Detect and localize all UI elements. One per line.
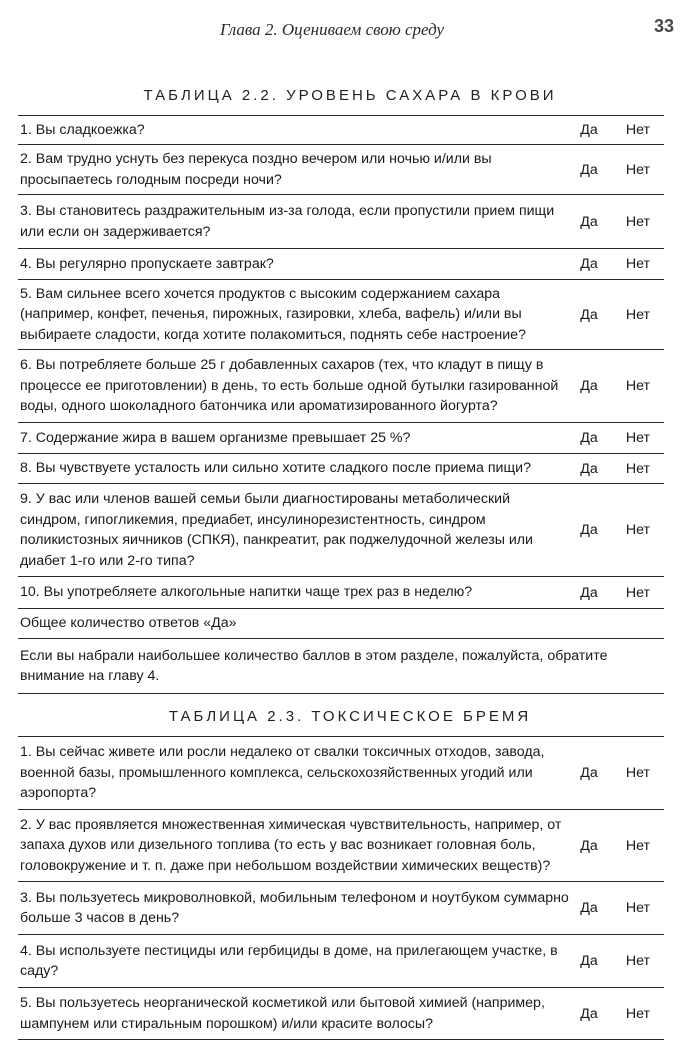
total-row (18, 609, 664, 639)
answer-no[interactable]: Нет (625, 900, 650, 916)
answer-yes[interactable]: Да (580, 430, 598, 446)
answer-yes[interactable]: Да (580, 900, 598, 916)
question-text: 8. Вы чувствуете усталость или сильно хотите сладкого после приема пищи? (20, 460, 531, 477)
answer-yes[interactable]: Да (580, 122, 598, 138)
answer-yes[interactable]: Да (580, 1005, 598, 1022)
table-row (18, 195, 664, 249)
table-row (18, 737, 664, 810)
answer-yes[interactable]: Да (580, 953, 598, 969)
table-row (18, 935, 664, 988)
question-text: 1. Вы сейчас живете или росли недалеко от свалки токсичных отходов, завода, военной базы, промышленного комплекса, сельскохозяйственных угодий или аэропорта? (20, 744, 545, 802)
answer-yes[interactable]: Да (580, 213, 598, 230)
question-text: 10. Вы употребляете алкогольные напитки чаще трех раз в неделю? (20, 584, 473, 601)
answer-no[interactable]: Нет (625, 1005, 650, 1022)
note-text: Если вы набрали наибольшее количество баллов в этом разделе, пожалуйста, обратите внимание на главу 4. (20, 647, 608, 684)
answer-no[interactable]: Нет (625, 378, 650, 394)
table-row (18, 454, 664, 484)
answer-yes[interactable]: Да (580, 837, 598, 854)
question-text: 7. Содержание жира в вашем организме превышает 25 %? (20, 429, 411, 446)
note-row (18, 639, 664, 694)
answer-no[interactable]: Нет (625, 460, 650, 477)
answer-no[interactable]: Нет (625, 306, 650, 323)
table-row (18, 145, 664, 195)
question-text: 3. Вы пользуетесь микроволновкой, мобильным телефоном и ноутбуком суммарно больше 3 часов в день? (20, 889, 569, 926)
answer-yes[interactable]: Да (580, 460, 598, 477)
table-2-2 (18, 115, 664, 694)
table-row (18, 116, 664, 145)
chapter-title: Глава 2. Оцениваем свою среду (220, 20, 445, 39)
table-2-3 (18, 736, 664, 1040)
answer-no[interactable]: Нет (625, 584, 650, 601)
answer-no[interactable]: Нет (625, 522, 650, 538)
answer-no[interactable]: Нет (625, 953, 650, 969)
question-text: 2. Вам трудно уснуть без перекуса поздно вечером или ночью и/или вы просыпаетесь голодным посреди ночи? (20, 151, 492, 188)
answer-yes[interactable]: Да (580, 522, 598, 538)
question-text: 9. У вас или членов вашей семьи были диагностированы метаболический синдром, гипогликемия, предиабет, инсулинорезистентность, синдром поликистозных яичников (СПКЯ), панкреатит, рак поджелудочной железы или диабет 1-го или 2-го типа? (20, 491, 533, 569)
answer-yes[interactable]: Да (580, 765, 598, 781)
table-row (18, 810, 664, 882)
answer-yes[interactable]: Да (580, 161, 598, 178)
table-row (18, 280, 664, 350)
table-2-3-title: ТАБЛИЦА 2.3. ТОКСИЧЕСКОЕ БРЕМЯ (168, 708, 532, 725)
total-label: Общее количество ответов «Да» (20, 615, 237, 632)
question-text: 3. Вы становитесь раздражительным из-за голода, если пропустили прием пищи или если он задерживается? (20, 203, 555, 240)
answer-yes[interactable]: Да (580, 306, 598, 323)
question-text: 1. Вы сладкоежка? (20, 121, 145, 138)
question-text: 2. У вас проявляется множественная химическая чувствительность, например, от запаха духов или дизельного топлива (то есть у вас возникает головная боль, головокружение и т. п. даже при небольшом воздействии химических веществ)? (20, 816, 562, 874)
answer-no[interactable]: Нет (625, 122, 650, 138)
table-row (18, 988, 664, 1040)
table-row (18, 577, 664, 609)
question-text: 5. Вы пользуетесь неорганической косметикой или бытовой химией (например, шампунем или стиральным порошком) и/или красите волосы? (20, 995, 545, 1032)
page-header (0, 8, 700, 44)
table-row (18, 882, 664, 935)
answer-no[interactable]: Нет (625, 256, 650, 272)
answer-yes[interactable]: Да (580, 584, 598, 601)
question-text: 4. Вы используете пестициды или гербициды в доме, на прилегающем участке, в саду? (20, 942, 558, 979)
table-row (18, 350, 664, 423)
answer-yes[interactable]: Да (580, 256, 598, 272)
answer-no[interactable]: Нет (625, 765, 650, 781)
question-text: 4. Вы регулярно пропускаете завтрак? (20, 255, 274, 272)
question-text: 6. Вы потребляете больше 25 г добавленных сахаров (тех, что кладут в пищу в процессе ее приготовлении) в день, то есть больше одной бутылки газированной воды, одного шоколадного батончика или ароматизированного йогурта? (20, 357, 559, 415)
page-number: 33 (653, 16, 674, 36)
answer-yes[interactable]: Да (580, 378, 598, 394)
answer-no[interactable]: Нет (625, 430, 650, 446)
table-row (18, 423, 664, 454)
answer-no[interactable]: Нет (625, 161, 650, 178)
answer-no[interactable]: Нет (625, 837, 650, 854)
table-row (18, 249, 664, 280)
table-row (18, 484, 664, 577)
table-2-2-title: ТАБЛИЦА 2.2. УРОВЕНЬ САХАРА В КРОВИ (143, 87, 557, 104)
answer-no[interactable]: Нет (625, 213, 650, 230)
question-text: 5. Вам сильнее всего хочется продуктов с высоким содержанием сахара (например, конфет, печенья, пирожных, газировки, хлеба, вафель) и/или вы выбираете сладости, когда хотите полакомиться, поднять себе настроение? (20, 285, 526, 343)
